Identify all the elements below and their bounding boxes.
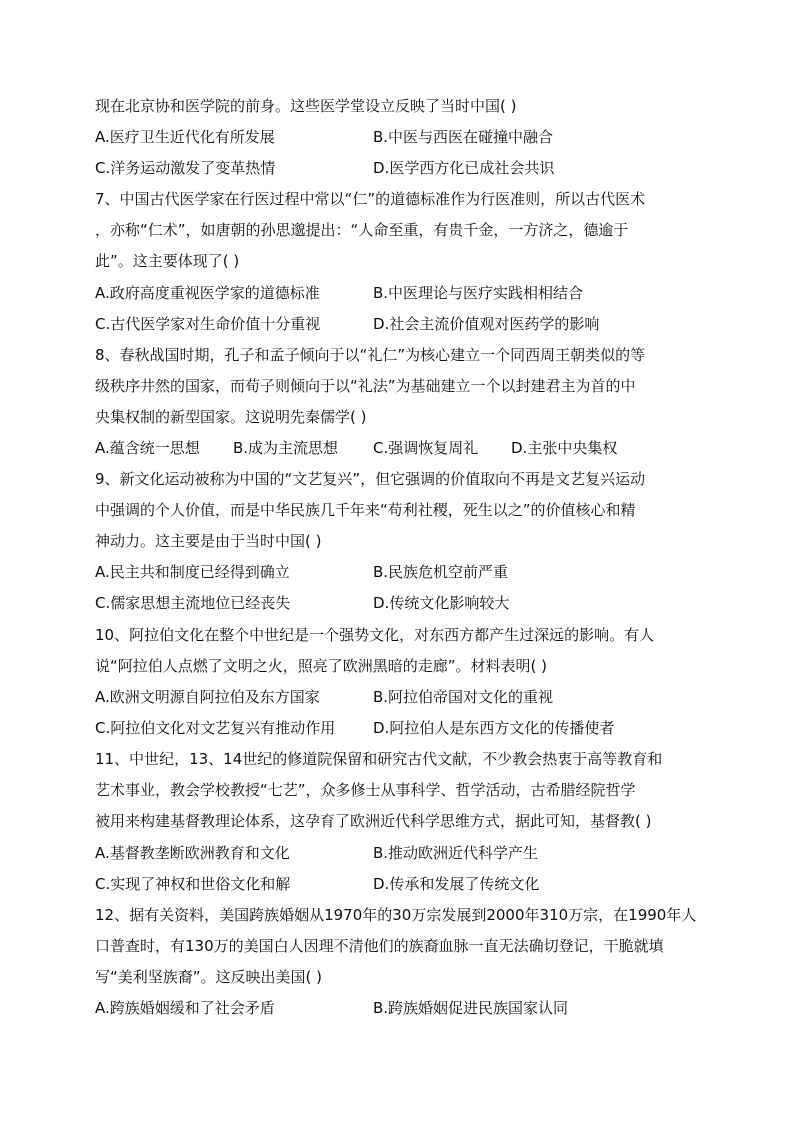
option-a[interactable]: A.蕴含统一思想 [95, 439, 200, 457]
option-row [95, 593, 700, 613]
option-d[interactable]: D.主张中央集权 [511, 439, 618, 457]
option-row [95, 562, 700, 582]
question-9-text-line: 中强调的个人价值，而是中华民族几千年来“苟利社稷，死生以之”的价值核心和精 [95, 501, 636, 519]
option-row [95, 158, 700, 178]
option-b[interactable]: B.中医理论与医疗实践相相结合 [373, 284, 584, 302]
question-7-text-line: ，亦称“仁术”，如唐朝的孙思邈提出：“人命至重，有贵千金，一方济之，德逾于 [95, 221, 629, 239]
option-row [95, 687, 700, 707]
option-row [95, 438, 700, 458]
option-d[interactable]: D.传承和发展了传统文化 [373, 875, 540, 893]
option-c[interactable]: C.阿拉伯文化对文艺复兴有推动作用 [95, 719, 336, 737]
option-c[interactable]: C.实现了神权和世俗文化和解 [95, 875, 291, 893]
option-row [95, 718, 700, 738]
option-row [95, 127, 700, 147]
question-8-text-line: 8、春秋战国时期，孔子和孟子倾向于以“礼仁”为核心建立一个同西周王朝类似的等 [95, 346, 646, 364]
question-8-text-line: 级秩序井然的国家，而荀子则倾向于以“礼法”为基础建立一个以封建君主为首的中 [95, 377, 636, 395]
option-a[interactable]: A.基督教垄断欧洲教育和文化 [95, 844, 290, 862]
option-row [95, 314, 700, 334]
question-9-text-line: 神动力。这主要是由于当时中国( ) [95, 532, 322, 550]
question-12-text-line: 12、据有关资料，美国跨族婚姻从1970年的30万宗发展到2000年310万宗，在1990年人 [95, 906, 697, 924]
option-c[interactable]: C.儒家思想主流地位已经丧失 [95, 594, 291, 612]
option-row [95, 998, 700, 1018]
option-d[interactable]: D.阿拉伯人是东西方文化的传播使者 [373, 719, 615, 737]
question-7-text-line: 此”。这主要体现了( ) [95, 252, 240, 270]
option-row [95, 843, 700, 863]
question-10-text-line: 10、阿拉伯文化在整个中世纪是一个强势文化，对东西方都产生过深远的影响。有人 [95, 626, 655, 644]
option-b[interactable]: B.成为主流思想 [233, 439, 339, 457]
option-row [95, 283, 700, 303]
option-b[interactable]: B.中医与西医在碰撞中融合 [373, 128, 554, 146]
question-12-text-line: 口普查时，有130万的美国白人因理不清他们的族裔血脉一直无法确切登记，干脆就填 [95, 937, 664, 955]
option-a[interactable]: A.民主共和制度已经得到确立 [95, 563, 290, 581]
question-12-text-line: 写“美利坚族裔”。这反映出美国( ) [95, 968, 323, 986]
question-8-text-line: 央集权制的新型国家。这说明先秦儒学( ) [95, 408, 367, 426]
question-9-text-line: 9、新文化运动被称为中国的“文艺复兴”，但它强调的价值取向不再是文艺复兴运动 [95, 470, 646, 488]
option-a[interactable]: A.欧洲文明源自阿拉伯及东方国家 [95, 688, 320, 706]
option-a[interactable]: A.医疗卫生近代化有所发展 [95, 128, 275, 146]
option-b[interactable]: B.推动欧洲近代科学产生 [373, 844, 539, 862]
option-b[interactable]: B.阿拉伯帝国对文化的重视 [373, 688, 554, 706]
option-d[interactable]: D.医学西方化已成社会共识 [373, 159, 555, 177]
option-row [95, 874, 700, 894]
option-a[interactable]: A.跨族婚姻缓和了社会矛盾 [95, 999, 275, 1017]
option-b[interactable]: B.跨族婚姻促进民族国家认同 [373, 999, 569, 1017]
question-11-text-line: 11、中世纪，13、14世纪的修道院保留和研究古代文献，不少教会热衷于高等教育和 [95, 750, 663, 768]
option-c[interactable]: C.古代医学家对生命价值十分重视 [95, 315, 321, 333]
option-d[interactable]: D.社会主流价值观对医药学的影响 [373, 315, 600, 333]
option-b[interactable]: B.民族危机空前严重 [373, 563, 509, 581]
option-c[interactable]: C.强调恢复周礼 [373, 439, 479, 457]
option-c[interactable]: C.洋务运动激发了变革热情 [95, 159, 276, 177]
question-10-text-line: 说“阿拉伯人点燃了文明之火，照亮了欧洲黑暗的走廊”。材料表明( ) [95, 657, 548, 675]
question-11-text-line: 艺术事业，教会学校教授“七艺”，众多修士从事科学、哲学活动，古希腊经院哲学 [95, 781, 636, 799]
question-11-text-line: 被用来构建基督教理论体系，这孕育了欧洲近代科学思维方式，据此可知，基督教( ) [95, 812, 652, 830]
question-text-line: 现在北京协和医学院的前身。这些医学堂设立反映了当时中国( ) [95, 97, 517, 115]
question-7-text-line: 7、中国古代医学家在行医过程中常以“仁”的道德标准作为行医准则，所以古代医术 [95, 190, 646, 208]
option-a[interactable]: A.政府高度重视医学家的道德标准 [95, 284, 320, 302]
option-d[interactable]: D.传统文化影响较大 [373, 594, 510, 612]
